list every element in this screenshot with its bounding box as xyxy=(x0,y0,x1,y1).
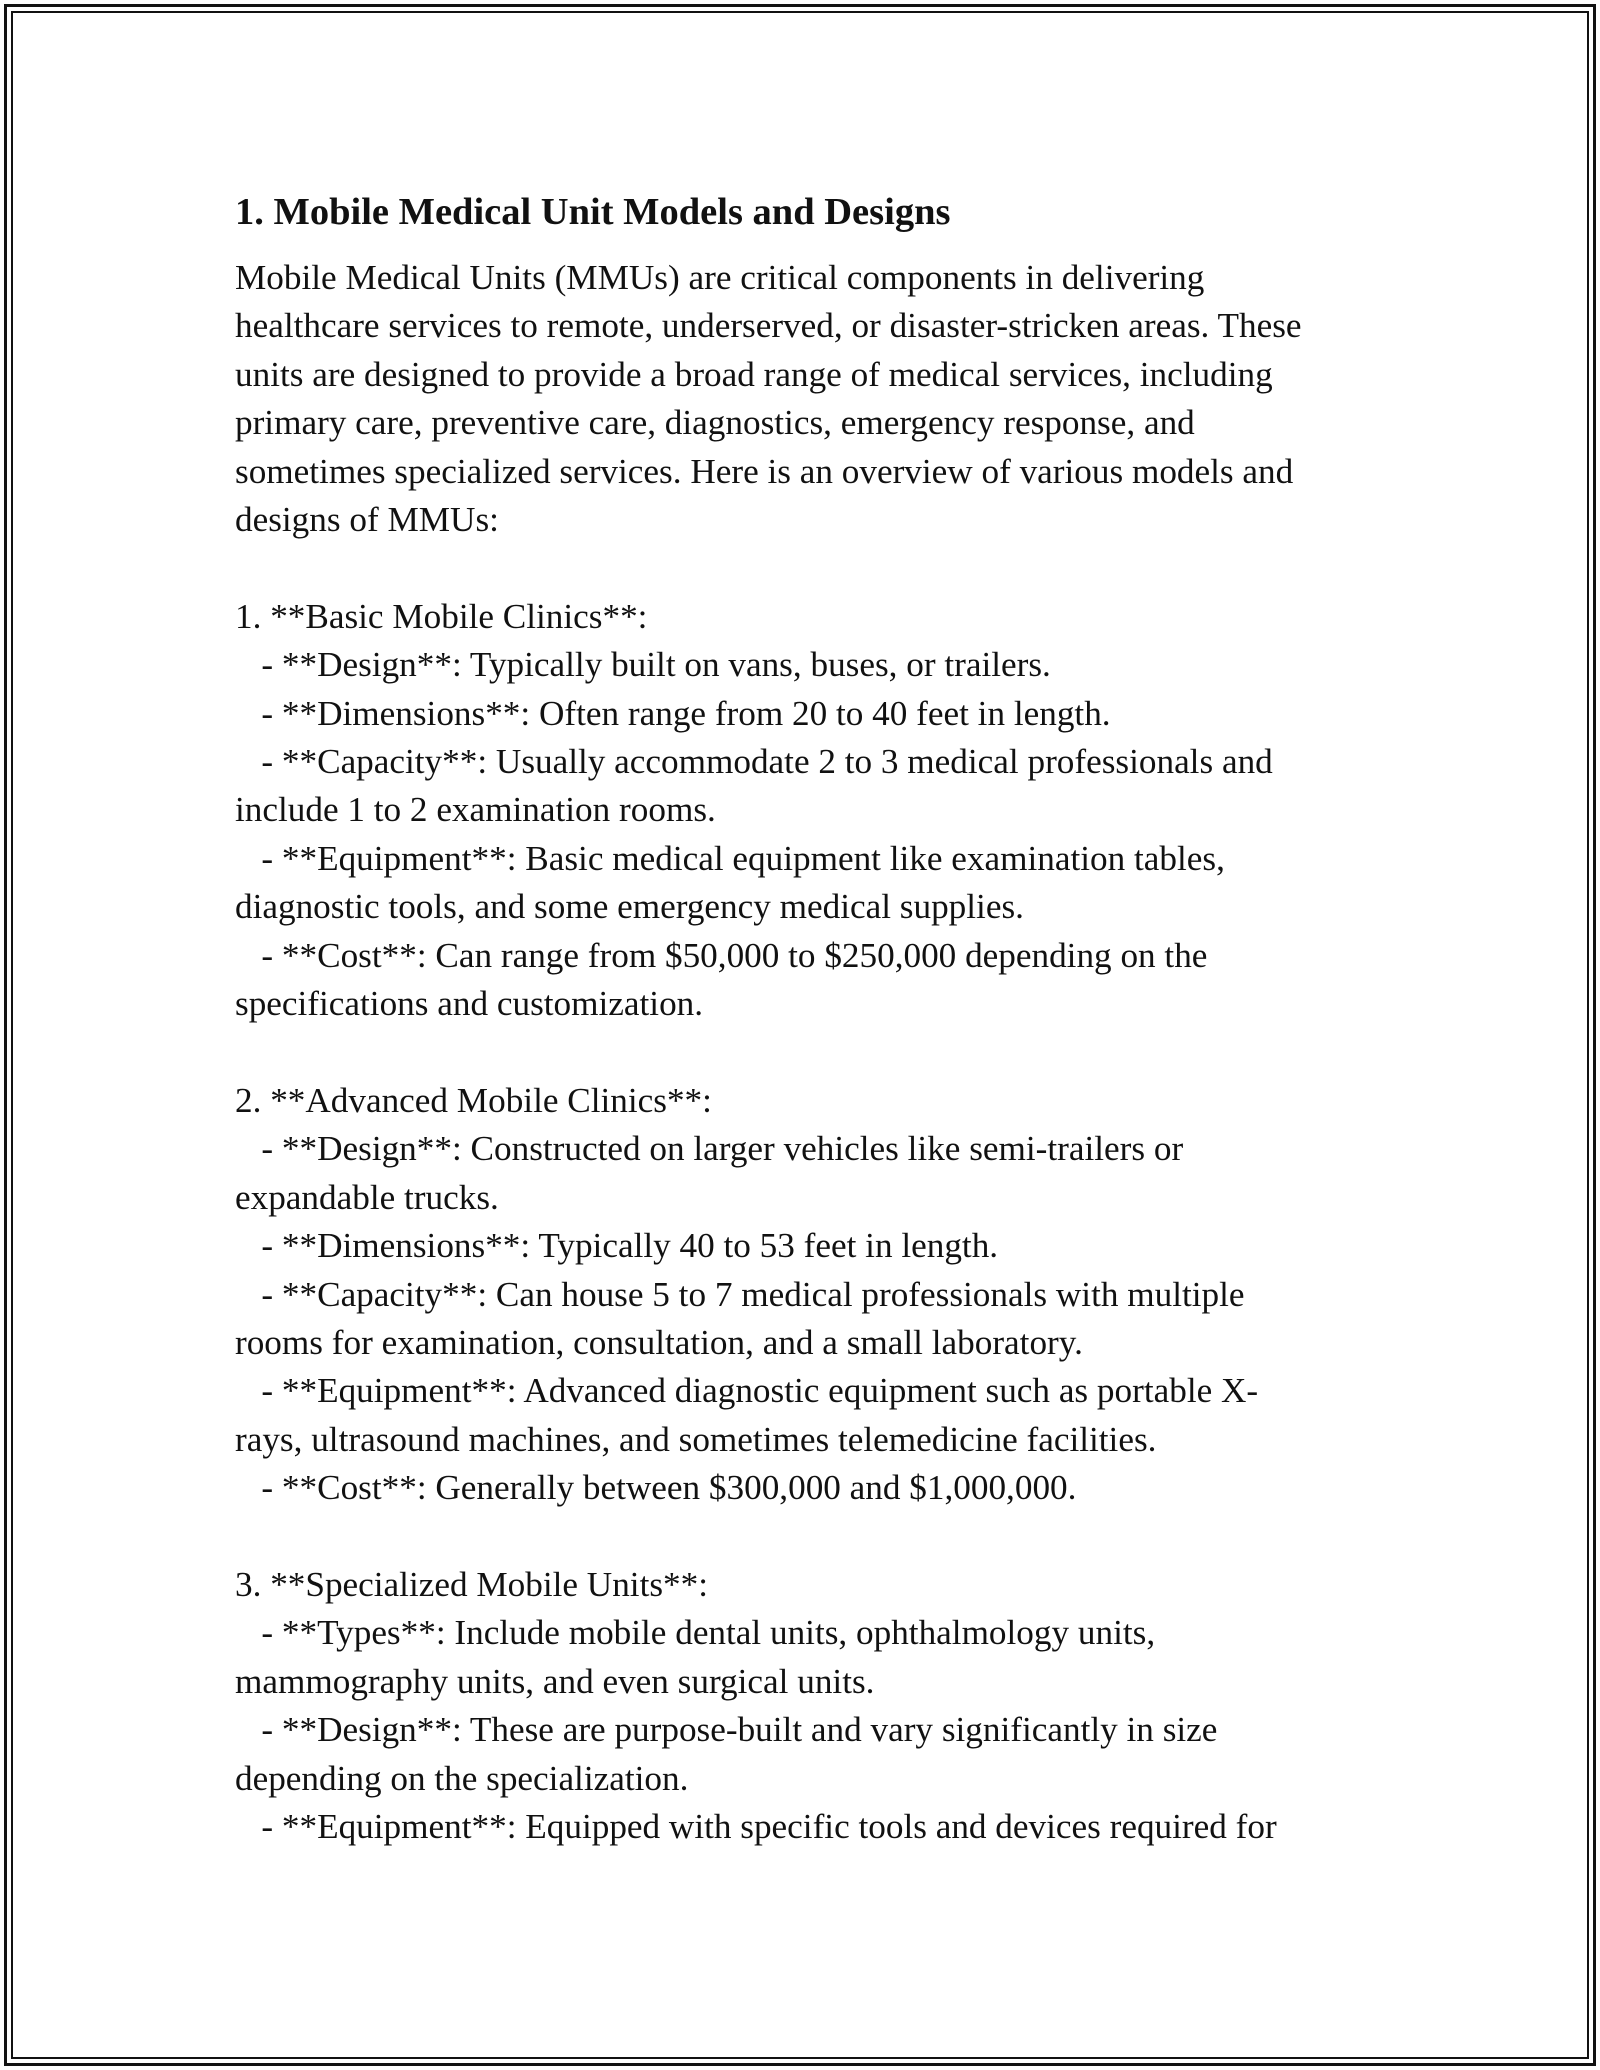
document-content xyxy=(235,186,1375,1851)
section-body-text: Mobile Medical Units (MMUs) are critical components in delivering healthcare services to remote, underserved, or disaster-stricken areas. These units are designed to provide a broad range of medical services, including primary care, preventive care, diagnostics, emergency response, and sometimes specialized services. Here is an overview of various models and designs of MMUs: 1. **Basic Mobile Clinics**: - **Design**: Typically built on vans, buses, or trailers. - **Dimensions**: Often range from 20 to 40 feet in length. - **Capacity**: Usually accommodate 2 to 3 medical professionals and include 1 to 2 examination rooms. - **Equipment**: Basic medical equipment like examination tables, diagnostic tools, and some emergency medical supplies. - **Cost**: Can range from $50,000 to $250,000 depending on the specifications and customization. 2. **Advanced Mobile Clinics**: - **Design**: Constructed on larger vehicles like semi-trailers or expandable trucks. - **Dimensions**: Typically 40 to 53 feet in length. - **Capacity**: Can house 5 to 7 medical professionals with multiple rooms for examination, consultation, and a small laboratory. - **Equipment**: Advanced diagnostic equipment such as portable X- rays, ultrasound machines, and sometimes telemedicine facilities. - **Cost**: Generally between $300,000 and $1,000,000. 3. **Specialized Mobile Units**: - **Types**: Include mobile dental units, ophthalmology units, mammography units, and even surgical units. - **Design**: These are purpose-built and vary significantly in size depending on the specialization. - **Equipment**: Equipped with specific tools and devices required for xyxy=(235,258,1302,1846)
section-heading: 1. Mobile Medical Unit Models and Designs xyxy=(235,191,951,233)
